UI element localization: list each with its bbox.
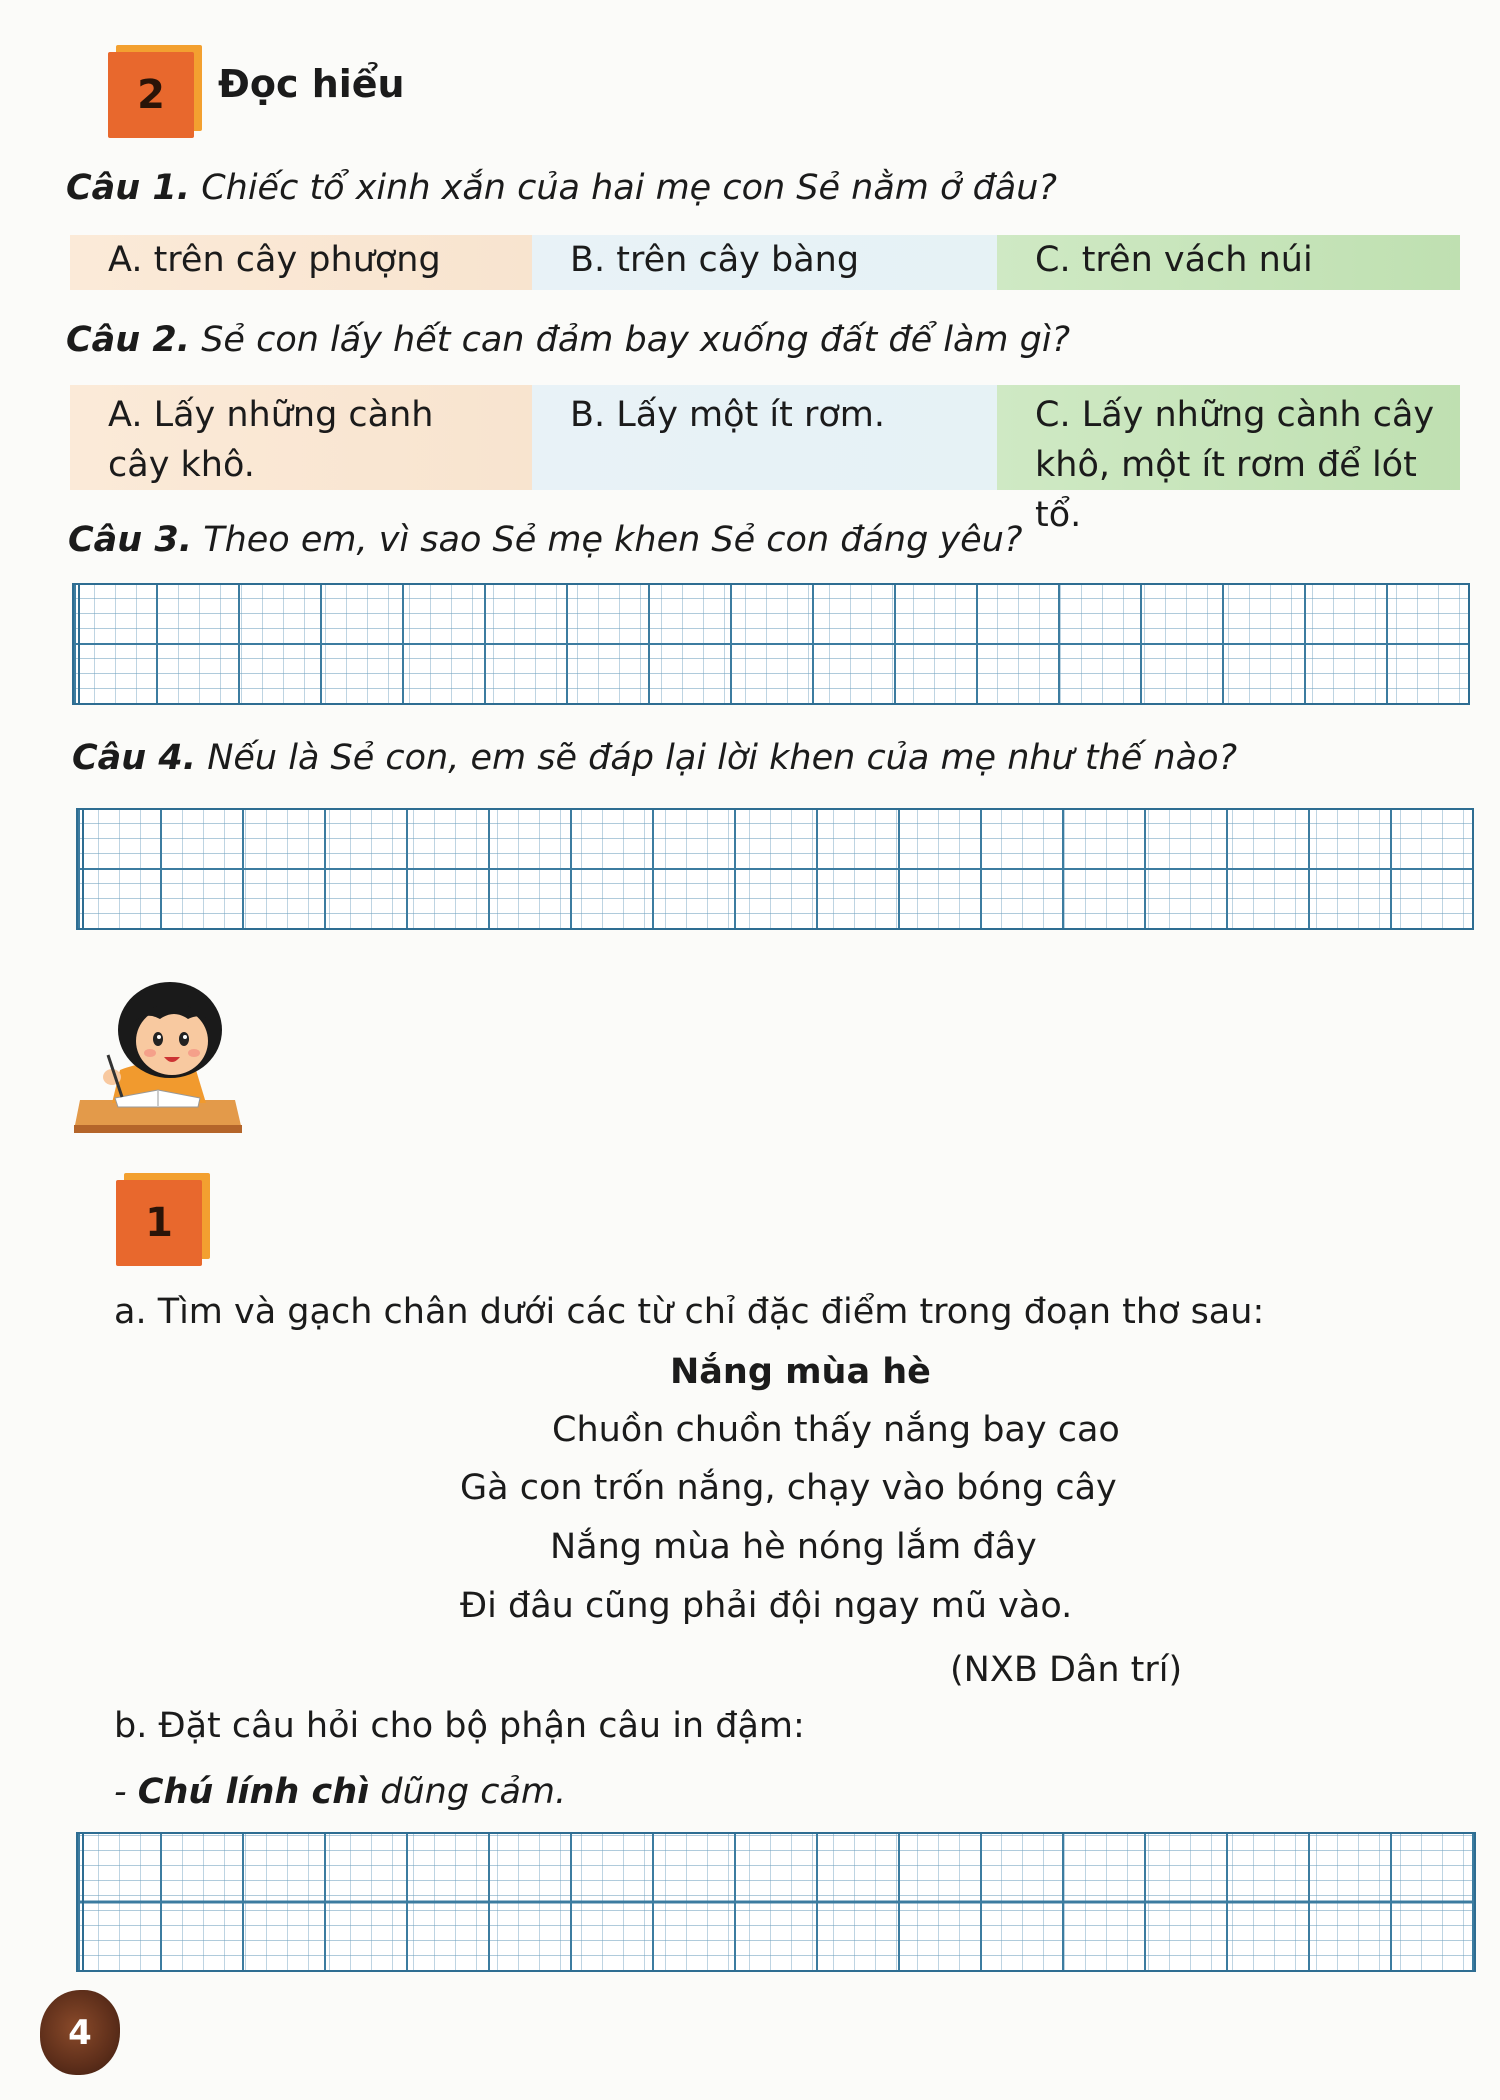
answer-grid-q4[interactable] [76, 808, 1474, 930]
q2-option-a-line-2: cây khô. [108, 445, 255, 485]
question-3-label: Câu 3. [68, 520, 193, 560]
q2-option-c-line-1: C. Lấy những cành cây [1035, 395, 1435, 435]
question-1 [66, 168, 1057, 208]
question-4-label: Câu 4. [72, 738, 197, 778]
q2-option-a-line-1: A. Lấy những cành [108, 395, 434, 435]
q1-option-c[interactable]: C. trên vách núi [997, 235, 1460, 290]
part-b-rest: dũng cảm. [369, 1772, 567, 1812]
poem-line-2: Gà con trốn nắng, chạy vào bóng cây [460, 1468, 1117, 1508]
question-3-text: Theo em, vì sao Sẻ mẹ khen Sẻ con đáng yêu? [203, 520, 1023, 560]
q2-option-c[interactable] [997, 385, 1460, 535]
question-2-label: Câu 2. [66, 320, 191, 360]
section-title: Đọc hiểu [218, 62, 405, 106]
q1-option-b[interactable]: B. trên cây bàng [532, 235, 997, 290]
question-1-label: Câu 1. [66, 168, 191, 208]
girl-writing-illustration [70, 975, 245, 1135]
answer-grid-part-b[interactable] [76, 1832, 1476, 1972]
question-1-text: Chiếc tổ xinh xắn của hai mẹ con Sẻ nằm ở đâu? [201, 168, 1057, 208]
part-b-sentence [114, 1772, 566, 1812]
answer-grid-q3[interactable] [72, 583, 1470, 705]
poem-source: (NXB Dân trí) [950, 1650, 1183, 1690]
question-2-text: Sẻ con lấy hết can đảm bay xuống đất để làm gì? [201, 320, 1071, 360]
poem-line-4: Đi đâu cũng phải đội ngay mũ vào. [460, 1586, 1073, 1626]
question-4 [72, 738, 1237, 778]
part-b-bold-part: Chú lính chì [137, 1772, 370, 1812]
q1-option-a[interactable]: A. trên cây phượng [70, 235, 532, 290]
poem-line-1: Chuồn chuồn thấy nắng bay cao [552, 1410, 1120, 1450]
q2-option-b-text: B. Lấy một ít rơm. [570, 395, 885, 435]
page-number: 4 [40, 1990, 120, 2075]
question-3 [68, 520, 1022, 560]
part-b-instruction: b. Đặt câu hỏi cho bộ phận câu in đậm: [114, 1706, 805, 1746]
q2-option-c-line-2: khô, một ít rơm để lót tổ. [1035, 445, 1417, 535]
q2-option-b[interactable] [532, 385, 997, 490]
question-4-text: Nếu là Sẻ con, em sẽ đáp lại lời khen của mẹ như thế nào? [207, 738, 1238, 778]
part-a-instruction: a. Tìm và gạch chân dưới các từ chỉ đặc điểm trong đoạn thơ sau: [114, 1292, 1265, 1332]
question-2 [66, 320, 1070, 360]
q2-option-a[interactable] [70, 385, 532, 490]
part-b-dash: - [114, 1772, 138, 1812]
poem-title: Nắng mùa hè [670, 1352, 931, 1392]
poem-line-3: Nắng mùa hè nóng lắm đây [550, 1527, 1037, 1567]
